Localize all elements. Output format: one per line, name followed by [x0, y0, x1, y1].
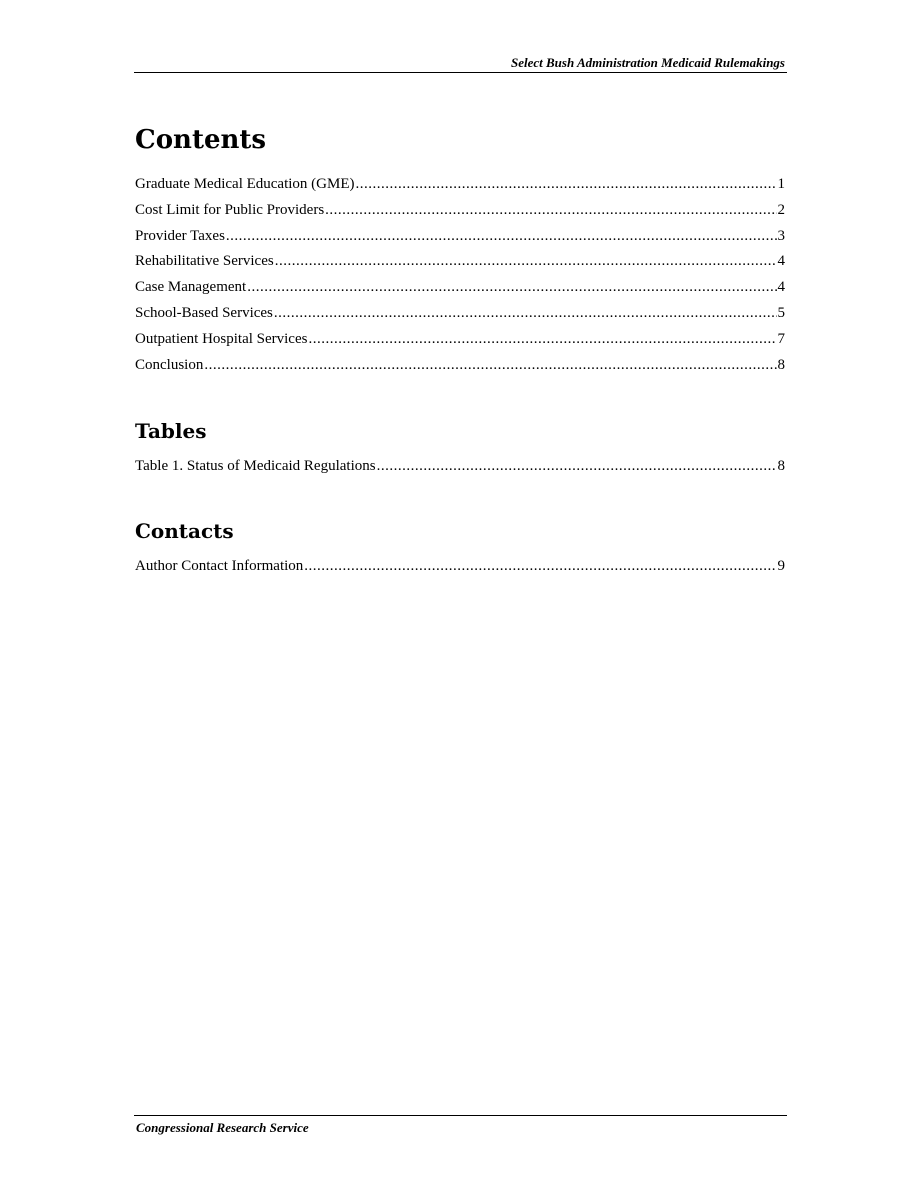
tables-section	[135, 418, 785, 480]
toc-entry[interactable]	[135, 198, 785, 224]
toc-entry-page: 4	[777, 253, 785, 270]
toc-entry[interactable]	[135, 554, 785, 580]
toc-leader	[308, 327, 776, 353]
toc-entry-title: Rehabilitative Services	[135, 253, 274, 270]
toc-entry[interactable]	[135, 301, 785, 327]
toc-leader	[247, 275, 776, 301]
running-footer: Congressional Research Service	[136, 1120, 309, 1135]
contacts-heading: Contacts	[135, 519, 234, 543]
toc-leader	[274, 301, 777, 327]
toc-entry-title: Author Contact Information	[135, 558, 304, 574]
contents-heading: Contents	[135, 125, 267, 155]
toc-entry[interactable]	[135, 275, 785, 301]
header-rule	[134, 72, 787, 73]
toc-entry-page: 3	[777, 227, 785, 244]
toc-entry[interactable]	[135, 224, 785, 250]
toc-entry[interactable]	[135, 172, 785, 198]
contents-list	[135, 172, 785, 378]
toc-leader	[377, 454, 777, 480]
contacts-section	[135, 518, 785, 580]
toc-entry-title: School-Based Services	[135, 304, 273, 321]
toc-leader	[356, 172, 777, 198]
toc-entry-title: Conclusion	[135, 356, 204, 373]
toc-entry[interactable]	[135, 327, 785, 353]
tables-heading: Tables	[135, 419, 207, 443]
toc-entry-title: Graduate Medical Education (GME)	[135, 176, 355, 192]
toc-leader	[325, 198, 776, 224]
toc-entry-page: 2	[777, 201, 785, 218]
footer-rule	[134, 1115, 787, 1116]
toc-entry-title: Provider Taxes	[135, 227, 225, 244]
contacts-list	[135, 554, 785, 580]
toc-entry-title: Outpatient Hospital Services	[135, 330, 308, 347]
toc-entry-title: Case Management	[135, 279, 247, 296]
toc-entry-title: Table 1. Status of Medicaid Regulations	[135, 458, 376, 474]
toc-entry-page: 9	[777, 558, 785, 574]
toc-entry-page: 8	[777, 356, 785, 373]
toc-leader	[204, 353, 776, 379]
toc-entry-page: 7	[777, 330, 785, 347]
toc-leader	[304, 554, 776, 580]
toc-entry[interactable]	[135, 454, 785, 480]
running-header: Select Bush Administration Medicaid Rulemakings	[510, 55, 785, 70]
tables-list	[135, 454, 785, 480]
contents-section	[135, 124, 785, 378]
toc-entry-page: 8	[777, 458, 785, 474]
toc-leader	[275, 249, 777, 275]
toc-entry[interactable]	[135, 353, 785, 379]
toc-leader	[226, 224, 777, 250]
toc-entry[interactable]	[135, 249, 785, 275]
toc-entry-page: 5	[777, 304, 785, 321]
toc-entry-title: Cost Limit for Public Providers	[135, 201, 325, 218]
toc-entry-page: 1	[777, 176, 785, 192]
toc-entry-page: 4	[777, 279, 785, 296]
